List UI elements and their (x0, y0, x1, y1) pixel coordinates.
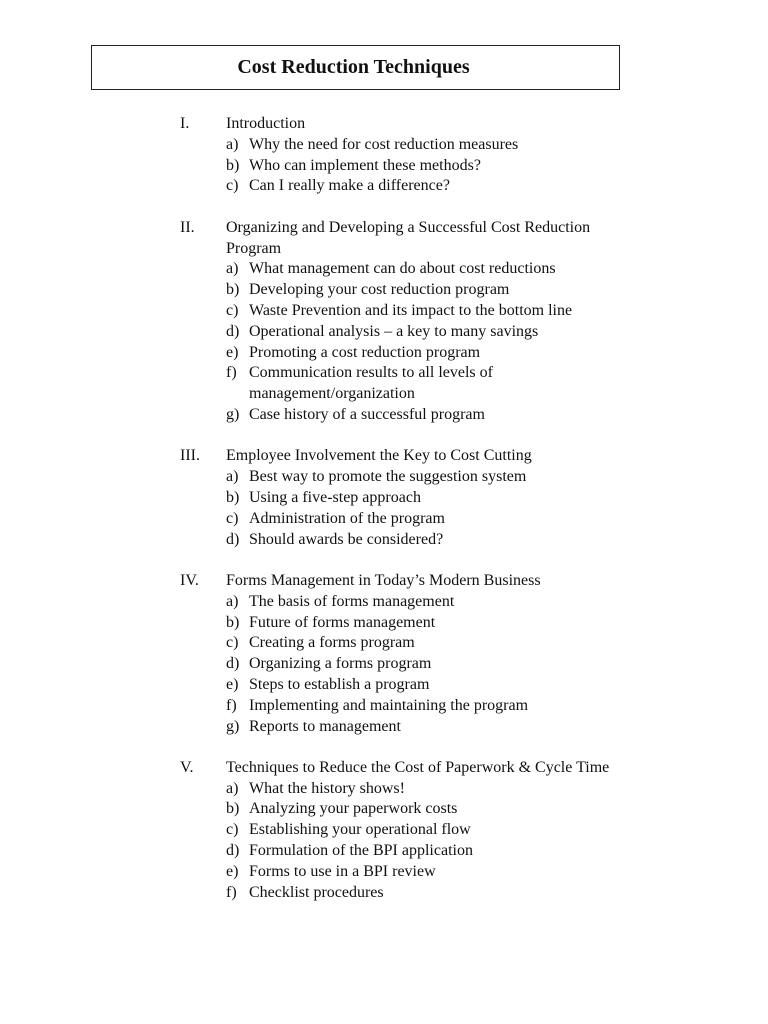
item-text: Best way to promote the suggestion system (249, 468, 527, 486)
item-text: Using a five-step approach (249, 488, 421, 506)
item-text: Should awards be considered? (249, 530, 444, 548)
outline-item (0, 176, 639, 197)
item-text: Establishing your operational flow (249, 821, 471, 839)
item-text: Why the need for cost reduction measures (249, 135, 519, 153)
item-letter: c) (226, 301, 239, 319)
item-letter: e) (226, 343, 239, 361)
outline-section (0, 446, 768, 550)
outline-item (0, 467, 639, 488)
section-title: Forms Management in Today’s Modern Business (226, 571, 541, 589)
item-text: Operational analysis – a key to many savings (249, 322, 539, 340)
outline-item (0, 841, 639, 862)
section-items (0, 135, 768, 197)
item-text: Formulation of the BPI application (249, 842, 473, 860)
item-text: Promoting a cost reduction program (249, 343, 481, 361)
section-numeral: IV. (180, 571, 199, 589)
outline-item (0, 799, 639, 820)
item-letter: d) (226, 530, 240, 548)
outline-item (0, 363, 639, 405)
outline-item (0, 633, 639, 654)
item-text: The basis of forms management (249, 592, 455, 610)
section-items (0, 779, 768, 904)
item-text: Creating a forms program (249, 634, 415, 652)
outline-section (0, 571, 768, 737)
item-letter: b) (226, 613, 240, 631)
title-box (91, 45, 620, 90)
section-numeral: I. (180, 115, 190, 132)
outline-item (0, 717, 639, 738)
outline (0, 114, 768, 924)
outline-item (0, 322, 639, 343)
outline-item (0, 156, 639, 177)
item-text: Steps to establish a program (249, 675, 430, 693)
outline-item (0, 301, 639, 322)
outline-item (0, 654, 639, 675)
item-text: Reports to management (249, 717, 401, 735)
document-title: Cost Reduction Techniques (237, 56, 470, 78)
item-letter: g) (226, 717, 240, 735)
outline-section (0, 218, 768, 426)
outline-item (0, 343, 639, 364)
outline-item (0, 675, 639, 696)
item-text: Can I really make a difference? (249, 177, 450, 195)
item-letter: c) (226, 634, 239, 652)
item-text: Who can implement these methods? (249, 156, 481, 174)
item-letter: f) (226, 883, 237, 901)
section-numeral: V. (180, 758, 194, 776)
item-letter: b) (226, 156, 240, 174)
item-text: Developing your cost reduction program (249, 281, 510, 299)
item-text: What the history shows! (249, 779, 405, 797)
outline-item (0, 696, 639, 717)
item-letter: f) (226, 696, 237, 714)
outline-item (0, 779, 639, 800)
item-letter: c) (226, 821, 239, 839)
item-letter: b) (226, 488, 240, 506)
item-letter: b) (226, 800, 240, 818)
item-letter: g) (226, 405, 240, 423)
item-text: Analyzing your paperwork costs (249, 800, 458, 818)
item-text: Implementing and maintaining the program (249, 696, 529, 714)
outline-item (0, 883, 639, 904)
outline-item (0, 405, 639, 426)
item-letter: a) (226, 779, 239, 797)
item-text: What management can do about cost reductions (249, 260, 556, 278)
item-letter: d) (226, 655, 240, 673)
item-letter: d) (226, 842, 240, 860)
section-items (0, 259, 768, 425)
item-text: Checklist procedures (249, 883, 384, 901)
outline-section (0, 114, 768, 197)
outline-item (0, 259, 639, 280)
section-numeral: III. (180, 447, 200, 465)
item-text: Future of forms management (249, 613, 436, 631)
item-text: Organizing a forms program (249, 655, 432, 673)
section-items (0, 467, 768, 550)
section-title: Organizing and Developing a Successful Cost Reduction Program (226, 218, 591, 257)
section-title: Introduction (226, 115, 306, 132)
outline-section (0, 758, 768, 904)
item-letter: a) (226, 135, 239, 153)
outline-item (0, 530, 639, 551)
item-letter: d) (226, 322, 240, 340)
item-letter: b) (226, 281, 240, 299)
outline-item (0, 135, 639, 156)
section-title: Techniques to Reduce the Cost of Paperwork & Cycle Time (226, 758, 610, 776)
section-items (0, 592, 768, 738)
section-title: Employee Involvement the Key to Cost Cutting (226, 447, 532, 465)
item-letter: c) (226, 509, 239, 527)
item-text: Administration of the program (249, 509, 445, 527)
item-letter: a) (226, 592, 239, 610)
item-text: Case history of a successful program (249, 405, 485, 423)
outline-item (0, 820, 639, 841)
item-text: Communication results to all levels of management/organization (249, 364, 493, 403)
outline-item (0, 862, 639, 883)
item-letter: f) (226, 364, 237, 382)
outline-item (0, 509, 639, 530)
outline-item (0, 280, 639, 301)
item-letter: e) (226, 862, 239, 880)
item-letter: a) (226, 260, 239, 278)
item-text: Waste Prevention and its impact to the bottom line (249, 301, 573, 319)
item-letter: c) (226, 177, 239, 195)
outline-item (0, 488, 639, 509)
item-letter: a) (226, 468, 239, 486)
item-letter: e) (226, 675, 239, 693)
section-numeral: II. (180, 218, 195, 236)
item-text: Forms to use in a BPI review (249, 862, 436, 880)
outline-item (0, 592, 639, 613)
outline-item (0, 613, 639, 634)
